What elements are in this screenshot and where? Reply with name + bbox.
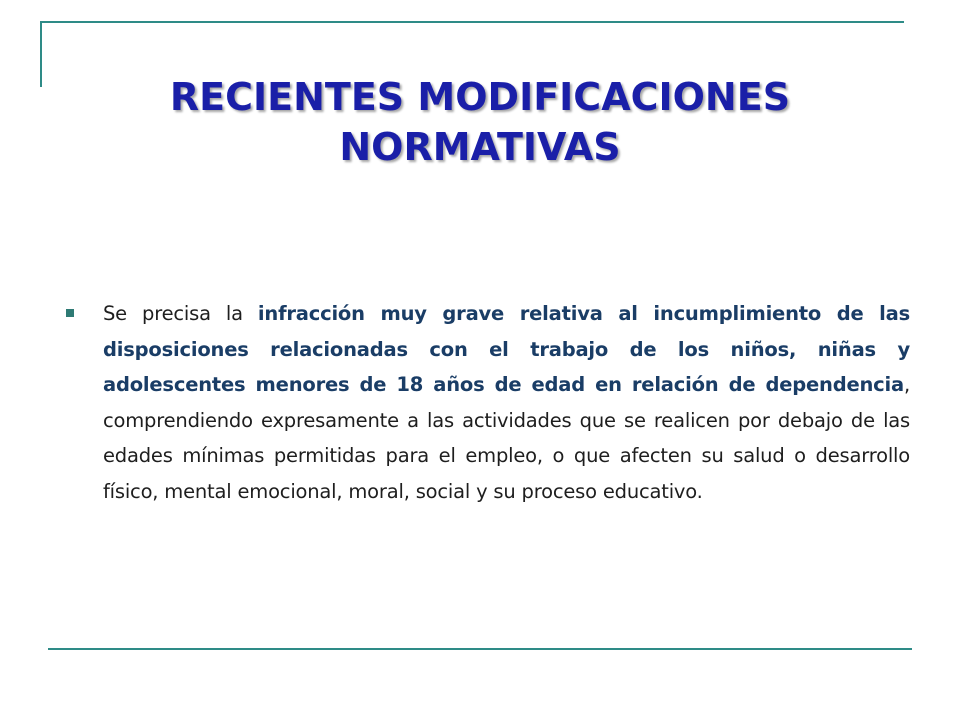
slide-title-line-1: RECIENTES MODIFICACIONES	[169, 75, 791, 119]
bullet-list-item	[66, 296, 910, 510]
left-border-line	[40, 21, 42, 87]
bottom-border-line	[48, 648, 912, 650]
slide-title	[60, 72, 900, 172]
top-border-line	[40, 21, 904, 23]
paragraph-rest: , comprendiendo expresamente a las actividades que se realicen por debajo de las edades mínimas permitidas para el empleo, o que afecten su salud o desarrollo físico, mental emocional, moral, social y su proceso educativo.	[103, 373, 910, 503]
slide-title-line-2: NORMATIVAS	[339, 125, 621, 169]
paragraph-emphasis: infracción muy grave relativa al incumplimiento de las disposiciones relacionadas con el trabajo de los niños, niñas y adolescentes menores de 18 años de edad en relación de dependencia	[103, 302, 910, 397]
square-bullet-icon	[66, 309, 74, 317]
paragraph-intro: Se precisa la	[103, 302, 258, 325]
bullet-paragraph	[103, 296, 910, 510]
